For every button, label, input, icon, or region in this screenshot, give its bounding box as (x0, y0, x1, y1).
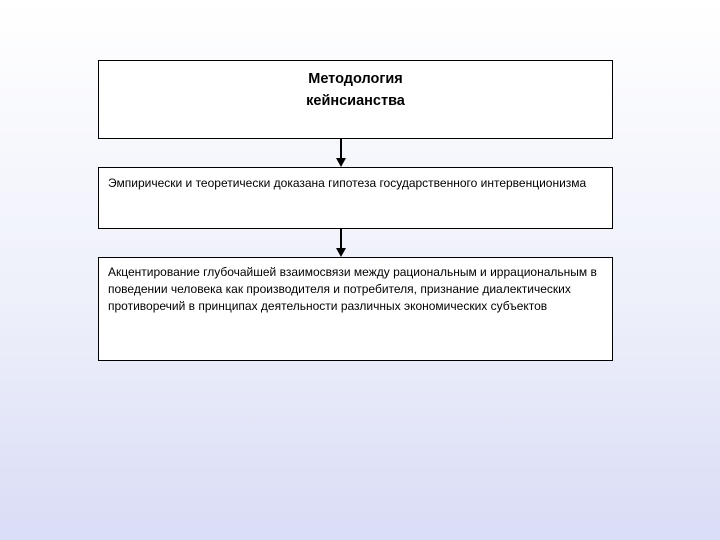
title-line-1: Методология (308, 71, 403, 87)
arrow-hypothesis-to-accent (336, 229, 346, 257)
arrow-title-to-hypothesis (336, 139, 346, 167)
title-line-2: кейнсианства (306, 93, 405, 109)
hypothesis-text: Эмпирически и теоретически доказана гипотеза государственного интервенционизма (108, 176, 587, 190)
accent-text: Акцентирование глубочайшей взаимосвязи между рациональным и иррациональным в поведении человека как производителя и потребителя, признание диалектических противоречий в принципах деятельности различных экономических субъектов (108, 265, 597, 313)
